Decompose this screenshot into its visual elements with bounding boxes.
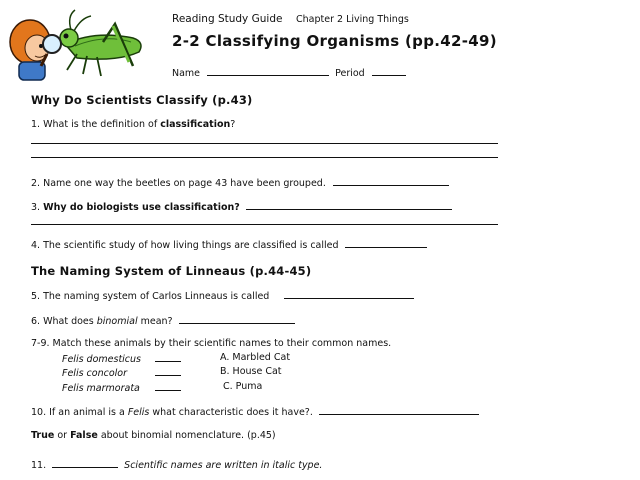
match-blank-8[interactable] — [155, 366, 181, 376]
match-row-2 — [62, 366, 181, 379]
question-6: 6. What does binomial mean? — [31, 314, 295, 327]
answer-line-11[interactable] — [52, 458, 118, 468]
common-name: B. House Cat — [220, 366, 282, 377]
question-1: 1. What is the definition of classification? — [31, 119, 236, 130]
match-blank-9[interactable] — [155, 381, 181, 391]
q11-text: Scientific names are written in italic type. — [124, 460, 323, 471]
question-11: 11. Scientific names are written in italic type. — [31, 460, 323, 471]
question-2: 2. Name one way the beetles on page 43 have been grouped. — [31, 176, 449, 189]
section-title-naming-system: The Naming System of Linneaus (p.44-45) — [31, 264, 312, 278]
section-title-why-classify: Why Do Scientists Classify (p.43) — [31, 93, 253, 107]
answer-line-1b[interactable] — [31, 157, 498, 158]
answer-line-3a[interactable] — [246, 200, 452, 210]
question-3: 3. Why do biologists use classification? — [31, 200, 452, 213]
q3-text: Why do biologists use classification? — [43, 202, 240, 213]
answer-line-3b[interactable] — [31, 224, 498, 225]
guide-label: Reading Study Guide — [172, 13, 283, 25]
name-field[interactable] — [207, 66, 329, 76]
name-label: Name — [172, 68, 201, 79]
q10-term: Felis — [127, 407, 150, 418]
answer-line-4[interactable] — [345, 238, 427, 248]
match-row-1 — [62, 352, 181, 365]
clipart-kid-grasshopper — [5, 4, 157, 84]
scientific-name: Felis marmorata — [62, 383, 140, 394]
answer-line-2[interactable] — [333, 176, 449, 186]
answer-line-1a[interactable] — [31, 143, 498, 144]
answer-line-5[interactable] — [284, 289, 414, 299]
answer-line-6[interactable] — [179, 314, 295, 324]
question-7-9: 7-9. Match these animals by their scientific names to their common names. — [31, 338, 392, 349]
page-title: 2-2 Classifying Organisms (pp.42-49) — [172, 32, 497, 50]
question-10: 10. If an animal is a Felis what characteristic does it have?. — [31, 405, 479, 418]
scientific-name: Felis domesticus — [62, 354, 142, 365]
q6-term: binomial — [96, 316, 138, 327]
question-5: 5. The naming system of Carlos Linneaus is called — [31, 289, 414, 302]
q1-term: classification — [160, 119, 231, 130]
common-name: C. Puma — [223, 381, 263, 392]
scientific-name: Felis concolor — [62, 368, 128, 379]
common-name: A. Marbled Cat — [220, 352, 291, 363]
match-row-3 — [62, 381, 181, 394]
chapter-label: Chapter 2 Living Things — [296, 14, 409, 25]
answer-line-10[interactable] — [319, 405, 479, 415]
name-field-row — [172, 66, 406, 79]
question-4: 4. The scientific study of how living things are classified is called — [31, 238, 427, 251]
period-field[interactable] — [372, 66, 406, 76]
grasshopper-icon — [60, 10, 141, 76]
true-false-instructions: True or False about binomial nomenclature. (p.45) — [31, 430, 276, 441]
match-blank-7[interactable] — [155, 352, 181, 362]
period-label: Period — [335, 68, 365, 79]
